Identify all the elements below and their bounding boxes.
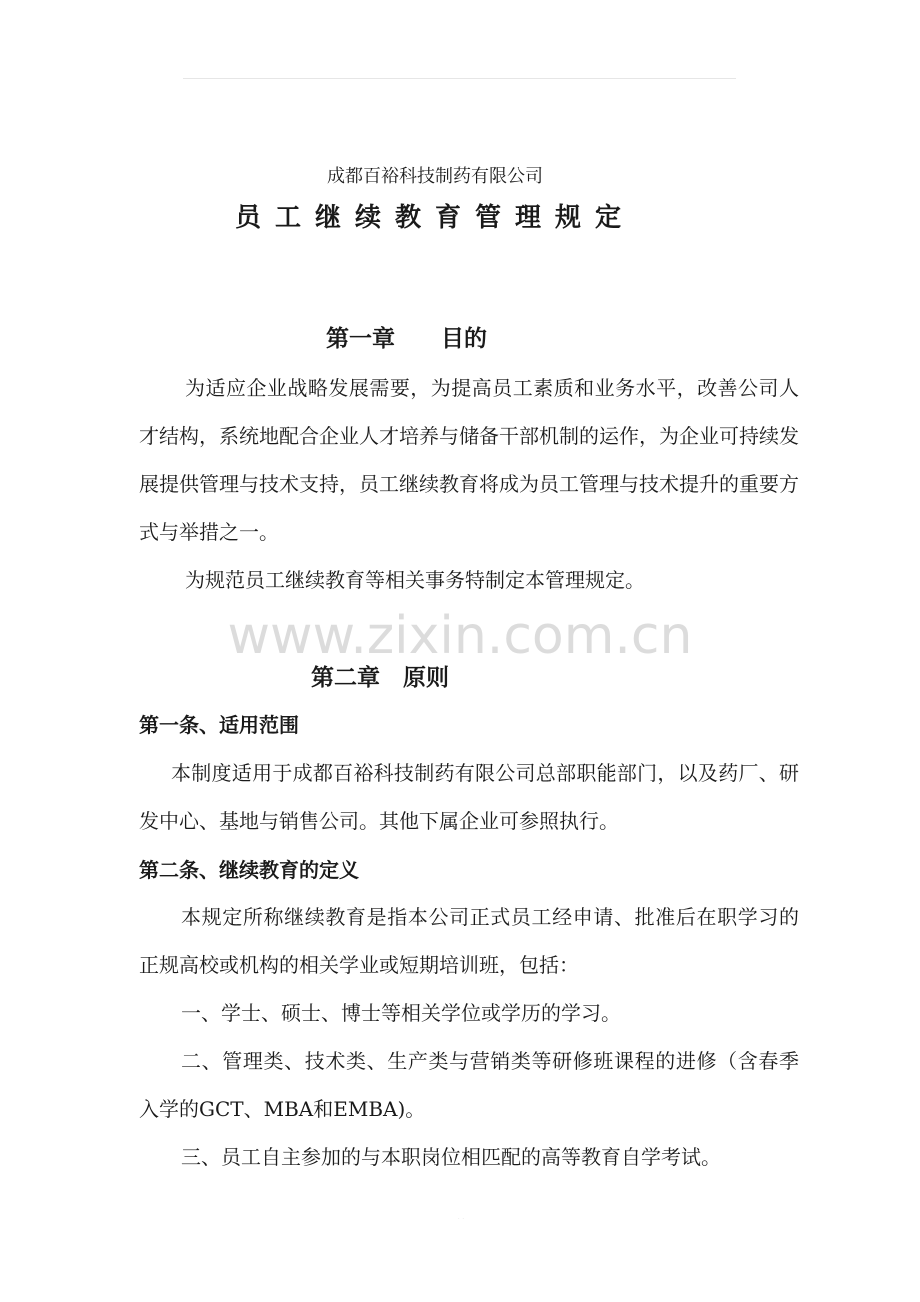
article-1-title: 第一条、适用范围: [139, 713, 299, 737]
company-name: 成都百裕科技制药有限公司: [327, 166, 543, 187]
list-item: 一、学士、硕士、博士等相关学位或学历的学习。: [181, 1001, 621, 1025]
chapter-2-heading: 第二章 原则: [311, 665, 449, 691]
list-item: 二、管理类、技术类、生产类与营销类等研修班课程的进修（含春季入学的GCT、MBA和EMBA)。: [139, 1049, 799, 1121]
purpose-statement: 为规范员工继续教育等相关事务特制定本管理规定。: [185, 568, 645, 592]
article-2-title: 第二条、继续教育的定义: [139, 858, 359, 882]
footer-mark: · ·: [457, 1215, 465, 1223]
header-rule: [183, 78, 736, 79]
watermark: www.zixin.com.cn: [227, 606, 693, 666]
purpose-paragraph: 为适应企业战略发展需要，为提高员工素质和业务水平，改善公司人才结构，系统地配合企业人才培养与储备干部机制的运作，为企业可持续发展提供管理与技术支持，员工继续教育将成为员工管理与技术提升的重要方式与举措之一。: [139, 376, 799, 544]
chapter-1-heading: 第一章 目的: [326, 326, 487, 352]
article-1-body: 本制度适用于成都百裕科技制药有限公司总部职能部门，以及药厂、研发中心、基地与销售公司。其他下属企业可参照执行。: [139, 761, 799, 833]
list-item: 三、员工自主参加的与本职岗位相匹配的高等教育自学考试。: [181, 1145, 721, 1169]
document-title: 员工继续教育管理规定: [234, 203, 635, 233]
article-2-body: 本规定所称继续教育是指本公司正式员工经申请、批准后在职学习的正规高校或机构的相关学业或短期培训班，包括：: [139, 905, 799, 977]
